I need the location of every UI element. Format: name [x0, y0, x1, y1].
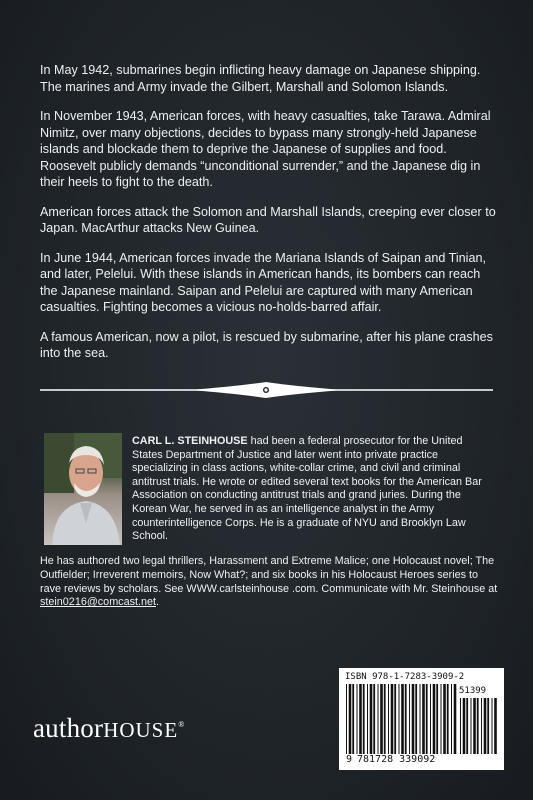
barcode-bar	[359, 684, 362, 754]
author-name: CARL L. STEINHOUSE	[132, 435, 248, 447]
barcode-bar	[433, 684, 436, 754]
barcode-bar	[388, 684, 389, 754]
barcode-bar	[494, 698, 497, 754]
barcode-digits	[346, 754, 436, 765]
price-barcode	[459, 698, 497, 754]
barcode-bar	[451, 684, 452, 754]
barcode-bar	[380, 684, 383, 754]
barcode-bar	[394, 684, 396, 754]
other-works-tail: .	[156, 596, 159, 609]
barcode-bar	[367, 684, 368, 754]
barcode-bar	[426, 684, 428, 754]
barcode-bar	[412, 684, 415, 754]
synopsis	[40, 62, 498, 375]
barcode-bar	[409, 684, 410, 754]
barcode-bar	[401, 684, 404, 754]
barcode-bar	[430, 684, 431, 754]
barcode-bar	[443, 684, 446, 754]
barcode-bar	[370, 684, 373, 754]
barcode-bar	[484, 698, 487, 754]
author-bio	[132, 435, 494, 544]
barcode-bar	[378, 684, 379, 754]
barcode-bar	[477, 698, 479, 754]
barcode-bar	[473, 698, 476, 754]
barcode-bar	[363, 684, 365, 754]
barcode-bar	[481, 698, 482, 754]
barcode-bar	[471, 698, 472, 754]
barcode-bar	[441, 684, 442, 754]
barcode-lead-digit: 9	[346, 754, 353, 765]
isbn-label: ISBN 978-1-7283-3909-2	[345, 672, 465, 682]
barcode-bar	[447, 684, 449, 754]
barcode-bar	[384, 684, 386, 754]
barcode-digit-groups: 781728 339092	[357, 754, 436, 765]
synopsis-paragraph: A famous American, now a pilot, is rescued by submarine, after his plane crashes into the sea.	[40, 329, 493, 360]
barcode-bar	[460, 698, 461, 754]
barcode-bar	[399, 684, 400, 754]
barcode-bar	[436, 684, 438, 754]
barcode-bar	[492, 698, 493, 754]
barcode-bar	[463, 698, 466, 754]
barcode-bar	[487, 698, 489, 754]
synopsis-paragraph: American forces attack the Solomon and Marshall Islands, creeping ever closer to Japan. MacArthur attacks New Guinea.	[40, 204, 496, 235]
author-other-works	[40, 555, 498, 610]
other-works-text: He has authored two legal thrillers, Harassment and Extreme Malice; one Holocaust novel; The Outfielder; Irreverent memoirs, Now What?; and six books in his Holocaust Heroes series to rave reviews by scholars. See WWW.carlsteinhouse .com. Communicate with Mr. Steinhouse at	[40, 555, 498, 595]
barcode-bar	[405, 684, 407, 754]
barcode-bar	[357, 684, 358, 754]
barcode-bar	[352, 684, 354, 754]
barcode-bar	[415, 684, 417, 754]
synopsis-paragraph: In May 1942, submarines begin inflicting heavy damage on Japanese shipping. The marines and Army invade the Gilbert, Marshall and Solomon Islands.	[40, 63, 481, 94]
ean-barcode	[345, 684, 457, 754]
barcode-bar	[346, 684, 347, 754]
publisher-logo-author: author	[33, 713, 104, 743]
barcode-bar	[391, 684, 394, 754]
barcode-bar	[454, 684, 457, 754]
synopsis-paragraph: In November 1943, American forces, with heavy casualties, take Tarawa. Admiral Nimitz, over many objections, decides to bypass many strongly-held Japanese islands and blockade them to deprive the Japanese of supplies and food. Roosevelt publicly demands “unconditional surrender,” and the Japanese dig in their heels to fight to the death.	[40, 109, 491, 189]
barcode-panel	[339, 668, 504, 770]
registered-mark: ®	[178, 720, 185, 729]
publisher-logo	[33, 713, 184, 744]
barcode-bar	[349, 684, 352, 754]
barcode-bar	[420, 684, 421, 754]
ornamental-divider	[40, 380, 493, 400]
barcode-bar	[422, 684, 425, 754]
author-photo	[44, 433, 122, 545]
barcode-bar	[466, 698, 468, 754]
author-email-link[interactable]: stein0216@comcast.net	[40, 596, 156, 609]
price-code: 51399	[459, 686, 487, 696]
synopsis-paragraph: In June 1944, American forces invade the Mariana Islands of Saipan and Tinian, and later, Pelelui. With these islands in American hands, its bombers can reach the Japanese mainland. Saipan and Pelelui are captured with many American casualties. Fighting becomes a vicious no-holds-barred affair.	[40, 250, 486, 314]
author-bio-text: had been a federal prosecutor for the United States Department of Justice and later went into private practice specializing in class actions, white-collar crime, and civil and criminal antitrust trials. He wrote or edited several text books for the American Bar Association on conducting antitrust trials and grand juries. During the Korean War, he served in as an intelligence analyst in the Army counterintelligence Corps. He is a graduate of NYU and Brooklyn Law School.	[132, 435, 482, 543]
barcode-bar	[373, 684, 375, 754]
publisher-logo-house: HOUSE	[103, 718, 179, 742]
